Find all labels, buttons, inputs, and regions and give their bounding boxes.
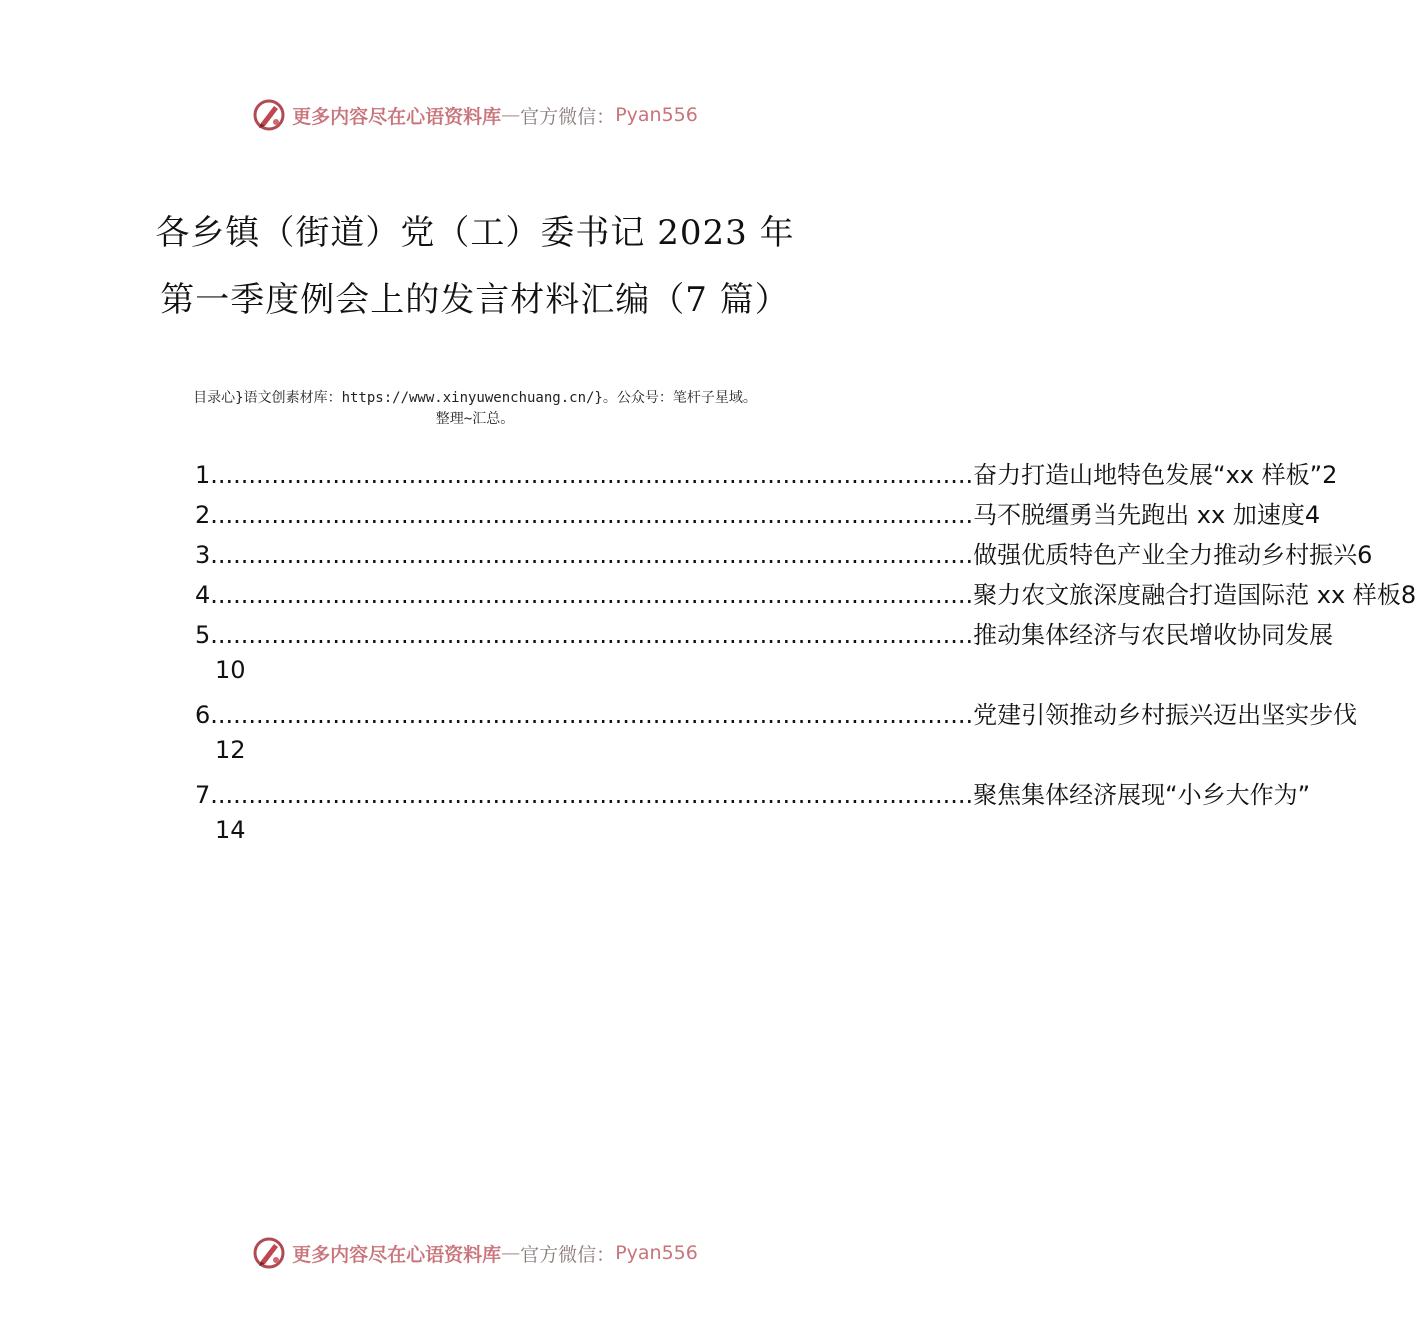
pen-logo-icon [252,1236,286,1270]
toc-leader-dots: .................................................................................................... [210,541,974,569]
toc-entry-number: 6 [195,701,211,729]
toc-entry-number: 1 [195,461,211,489]
watermark-banner-bottom [0,1233,950,1273]
toc-entry-1[interactable] [195,455,1338,495]
source-note [130,388,820,430]
toc-entry-title: 马不脱缰勇当先跑出 xx 加速度 [973,501,1305,529]
watermark-dash: — [501,1242,521,1264]
toc-entry-title: 聚力农文旅深度融合打造国际范 xx 样板 [973,581,1401,609]
toc-entry-page: 8 [1400,581,1416,609]
toc-entry-3[interactable] [195,535,1373,575]
document-title-line-2: 第一季度例会上的发言材料汇编（7 篇） [160,280,790,320]
toc-entry-number: 3 [195,541,211,569]
toc-entry-page: 2 [1322,461,1338,489]
source-note-line-2: 整理~汇总。 [435,411,515,427]
toc-entry-6[interactable] [195,695,1358,765]
toc-entry-title: 奋力打造山地特色发展“xx 样板” [973,461,1323,489]
table-of-contents [195,455,1416,855]
toc-leader-dots: .................................................................................................... [210,621,974,649]
watermark-wechat-id: Pyan556 [615,104,698,126]
toc-entry-title: 做强优质特色产业全力推动乡村振兴 [973,541,1358,569]
toc-entry-number: 2 [195,501,211,529]
toc-leader-dots: .................................................................................................... [210,501,974,529]
watermark-label: 官方微信： [520,105,616,128]
toc-leader-dots: .................................................................................................... [210,581,974,609]
toc-entry-number: 5 [195,621,211,649]
toc-entry-title: 党建引领推动乡村振兴迈出坚实步伐 [973,701,1358,729]
toc-entry-2[interactable] [195,495,1321,535]
toc-entry-7[interactable] [195,775,1311,845]
watermark-wechat-id: Pyan556 [615,1242,698,1264]
watermark-text: 更多内容尽在心语资料库 [292,105,502,128]
toc-leader-dots: .................................................................................................... [210,461,974,489]
toc-entry-page: 6 [1357,541,1373,569]
source-note-line-1: 目录心}语文创素材库：https://www.xinyuwenchuang.cn/}。公众号：笔杆子星域。 [193,390,757,406]
watermark-banner-top [0,95,950,135]
pen-logo-icon [252,98,286,132]
toc-entry-page: 10 [215,656,246,684]
toc-entry-number: 7 [195,781,211,809]
toc-entry-page: 4 [1304,501,1321,529]
watermark-text: 更多内容尽在心语资料库 [292,1243,502,1266]
watermark-dash: — [501,104,521,126]
toc-leader-dots: .................................................................................................... [210,781,974,809]
toc-entry-title: 推动集体经济与农民增收协同发展 [973,621,1334,649]
document-title-line-1: 各乡镇（街道）党（工）委书记 2023 年 [155,213,795,253]
toc-entry-page: 14 [215,816,246,844]
toc-entry-title: 聚焦集体经济展现“小乡大作为” [973,781,1311,809]
watermark-label: 官方微信： [520,1243,616,1266]
toc-entry-4[interactable] [195,575,1416,615]
toc-entry-5[interactable] [195,615,1334,685]
toc-entry-number: 4 [195,581,211,609]
toc-entry-page: 12 [215,736,246,764]
toc-leader-dots: .................................................................................................... [210,701,974,729]
